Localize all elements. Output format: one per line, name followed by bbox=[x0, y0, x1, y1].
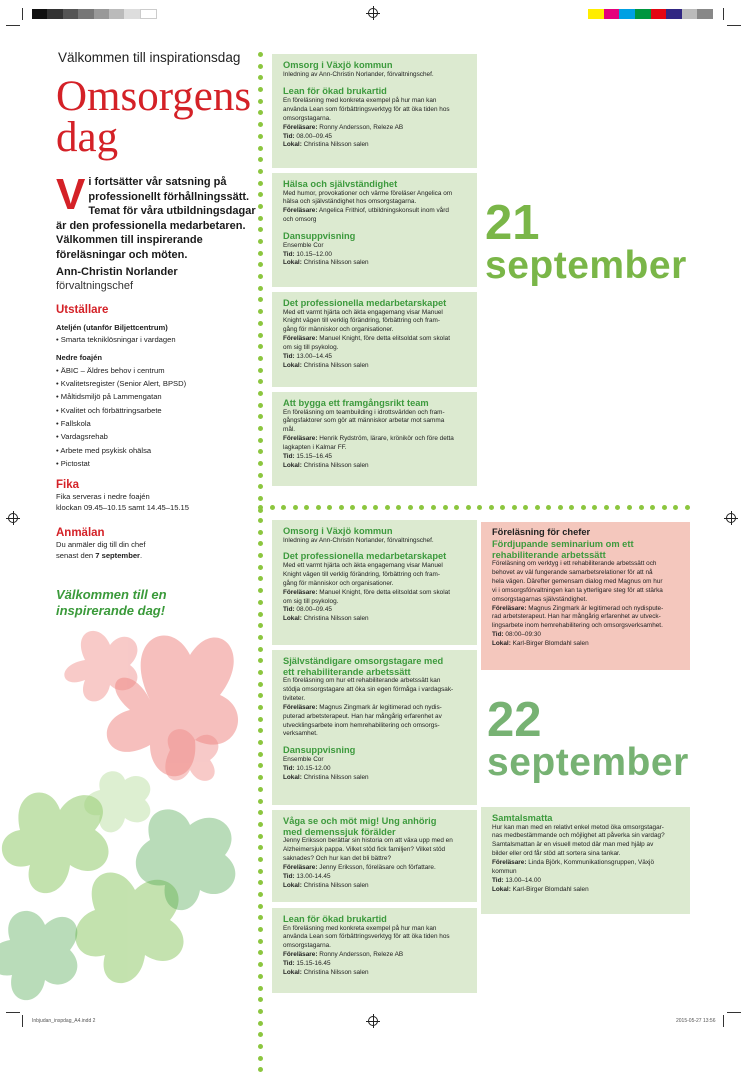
date-day1-month: september bbox=[485, 244, 687, 287]
crop-mark bbox=[723, 1015, 724, 1027]
exhibitors-section bbox=[56, 304, 256, 470]
signup-deadline: 7 september bbox=[95, 550, 141, 560]
title-line-2: dag bbox=[56, 114, 119, 161]
date-day2 bbox=[487, 693, 689, 784]
exhibitor-item: • ÄBIC – Äldres behov i centrum bbox=[56, 365, 165, 375]
signup-line: senast den 7 september. bbox=[56, 550, 143, 560]
exhibitor-item: • Kvalitet och förbättringsarbete bbox=[56, 405, 162, 415]
session-title: Fördjupande seminarium om ett bbox=[492, 539, 634, 549]
session-title: Dansuppvisning bbox=[283, 231, 356, 242]
session-box: Självständigare omsorgstagare med ett rehabiliterande arbetssätt En föreläsning om hur ett rehabiliterande arbetssätt kan stödja omsorgstagare att öka sin egen förmåga i vardagsak- tiviteter. Föreläsare: Magnus Zingmark är legitimerad och nydis- puterad arbetsterapeut. Han har mångårig erfarenhet av utvecklingsarbete inom hemrehabilitering och omsorgs- verksamhet. Dansuppvisning Ensemble Cor Tid: 10.15-12.00 Lokal: Christina Nilsson salen bbox=[272, 650, 477, 805]
session-box: Våga se och möt mig! Ung anhörig med demenssjuk förälder Jenny Eriksson berättar sin historia om att växa upp med en Alzheimersjuk pappa. Vilket stöd fick familjen? Vilket stöd saknades? Och hur kan det bli bättre? Föreläsare: Jenny Eriksson, föreläsare och författare. Tid: 13.00-14.45 Lokal: Christina Nilsson salen bbox=[272, 810, 477, 902]
title-line-1: Omsorgens bbox=[56, 73, 252, 120]
crop-mark bbox=[723, 8, 724, 20]
session-title: Dansuppvisning bbox=[283, 745, 356, 756]
date-day2-number: 22 bbox=[487, 693, 542, 747]
session-title: Samtalsmatta bbox=[492, 813, 553, 823]
crop-mark bbox=[727, 1012, 741, 1013]
exhibitor-item: • Pictostat bbox=[56, 458, 90, 468]
fika-line: klockan 09.45–10.15 samt 14.45–15.15 bbox=[56, 502, 189, 512]
session-box: Att bygga ett framgångsrikt team En föreläsning om teambuilding i idrottsvärlden och fram- gångsfaktorer som gör att människor arbetar mot samma mål. Föreläsare: Henrik Rydström, lärare, krönikör och före detta lagkapten i Kalmar FF. Tid: 15.15–16.45 Lokal: Christina Nilsson salen bbox=[272, 392, 477, 486]
session-box: Omsorg i Växjö kommun Inledning av Ann-Christin Norlander, förvaltningschef. Lean för ökad brukartid En föreläsning med konkreta exempel på hur man kan använda Lean som förbättringsverktyg för att öka tiden hos omsorgstagarna. Föreläsare: Ronny Andersson, Releze AB Tid: 08.00–09.45 Lokal: Christina Nilsson salen bbox=[272, 54, 477, 168]
intro-line: Välkommen till inspirationsdag bbox=[58, 50, 241, 65]
signup-line: Du anmäler dig till din chef bbox=[56, 540, 146, 549]
welcome-message: Välkommen till en inspirerande dag! bbox=[56, 587, 167, 618]
color-bar-process bbox=[588, 9, 713, 19]
signature-name: Ann-Christin Norlander bbox=[56, 266, 178, 278]
session-title: Lean för ökad brukartid bbox=[283, 914, 387, 924]
crop-mark bbox=[22, 1015, 23, 1027]
fika-section bbox=[56, 479, 256, 513]
registration-mark-bottom bbox=[368, 1016, 378, 1026]
session-title: Hälsa och självständighet bbox=[283, 179, 398, 189]
crop-mark bbox=[22, 8, 23, 20]
crop-mark bbox=[727, 25, 741, 26]
lead-paragraph bbox=[56, 170, 256, 263]
session-box: Lean för ökad brukartid En föreläsning med konkreta exempel på hur man kan använda Lean som förbättringsverktyg för att öka tiden hos omsorgstagarna. Föreläsare: Ronny Andersson, Releze AB Tid: 15.15-16.45 Lokal: Christina Nilsson salen bbox=[272, 908, 477, 993]
file-slug: Inbjudan_inspdag_A4.indd 2 bbox=[32, 1018, 96, 1024]
lead-text: i fortsätter vår satsning på professionellt förhållningssätt. Temat för våra utbildningsdagar är den professionella medarbetaren. Välkommen till inspirerande föreläsningar och möten. bbox=[56, 176, 256, 261]
date-day2-month: september bbox=[487, 741, 689, 784]
flower-decoration bbox=[0, 620, 258, 1015]
signup-heading: Anmälan bbox=[56, 527, 105, 539]
exhibitor-item: • Fallskola bbox=[56, 418, 91, 428]
exhibitor-item: • Vardagsrehab bbox=[56, 432, 108, 442]
session-title: Självständigare omsorgstagare med bbox=[283, 656, 444, 666]
exhibitor-item: • Smarta tekniklösningar i vardagen bbox=[56, 334, 176, 344]
fika-heading: Fika bbox=[56, 479, 80, 491]
manager-session-heading: Föreläsning för chefer bbox=[492, 527, 591, 537]
registration-mark-left bbox=[8, 513, 18, 523]
exhibitor-item: • Arbete med psykisk ohälsa bbox=[56, 445, 152, 455]
session-title: Lean för ökad brukartid bbox=[283, 86, 387, 97]
exhibitor-group-title: Ateljén (utanför Biljettcentrum) bbox=[56, 323, 168, 332]
drop-cap: V bbox=[56, 170, 86, 219]
manager-session-box: Föreläsning för chefer Fördjupande seminarium om ett rehabiliterande arbetssätt Föreläsning om verktyg i ett rehabiliterande arbetssätt och behovet av väl fungerande samarbetsrelationer för att nå hela vägen. Därefter gemensam dialog med Magnus om hur vi i omsorgsförvaltningen kan ta ytterligare steg för att stärka omsorgstagarnas självständighet. Föreläsare: Magnus Zingmark är legitimerad och nydispute- rad arbetsterapeut. Han har mångårig erfarenhet av utveck- lingsarbete inom hemrehabilitering och omsorgsverksamhet. Tid: 08:00–09:30 Lokal: Karl-Birger Blomdahl salen bbox=[481, 522, 690, 670]
dotted-guide-day1 bbox=[258, 52, 264, 520]
exhibitor-item: • Måltidsmiljö på Lammengatan bbox=[56, 392, 162, 402]
dotted-divider bbox=[258, 505, 690, 510]
session-title: Omsorg i Växjö kommun bbox=[283, 526, 393, 536]
date-day1-number: 21 bbox=[485, 196, 540, 250]
signup-section bbox=[56, 527, 256, 561]
session-box: Omsorg i Växjö kommun Inledning av Ann-Christin Norlander, förvaltningschef. Det professionella medarbetarskapet Med ett varmt hjärta och äkta engagemang visar Manuel Knight vägen till verklig förändring, förbättring och fram- gång för människor och organisationer. Föreläsare: Manuel Knight, före detta elitsoldat som skolat om sig till psykolog. Tid: 08.00–09.45 Lokal: Christina Nilsson salen bbox=[272, 520, 477, 645]
session-box: Hälsa och självständighet Med humor, provokationer och värme föreläser Angelica om hälsa och självständighet hos omsorgstagarna. Föreläsare: Angelica Frithiof, utbildningskonsult inom vård och omsorg Dansuppvisning Ensemble Cor Tid: 10.15–12.00 Lokal: Christina Nilsson salen bbox=[272, 173, 477, 287]
color-bar-grey bbox=[32, 9, 157, 19]
session-box: Samtalsmatta Hur kan man med en relativt enkel metod öka omsorgstagar- nas medbestämmande och möjlighet att påverka sin vardag? Samtalsmattan är en visuell metod där man med hjälp av bilder eller ord får stöd att sortera sina tankar. Föreläsare: Linda Björk, Kommunikationsgruppen, Växjö kommun Tid: 13.00–14.00 Lokal: Karl-Birger Blomdahl salen bbox=[481, 807, 690, 914]
session-title: Att bygga ett framgångsrikt team bbox=[283, 398, 429, 408]
crop-mark bbox=[6, 25, 20, 26]
session-box: Det professionella medarbetarskapet Med ett varmt hjärta och äkta engagemang visar Manuel Knight vägen till verklig förändring, förbättring och fram- gång för människor och organisationer. Föreläsare: Manuel Knight, före detta elitsoldat som skolat om sig till psykolog. Tid: 13.00–14.45 Lokal: Christina Nilsson salen bbox=[272, 292, 477, 387]
fika-line: Fika serveras i nedre foajén bbox=[56, 492, 150, 501]
print-stamp: 2015-05-27 13:56 bbox=[676, 1018, 716, 1024]
session-title: Omsorg i Växjö kommun bbox=[283, 60, 393, 70]
session-title: Det professionella medarbetarskapet bbox=[283, 551, 447, 562]
exhibitor-item: • Kvalitetsregister (Senior Alert, BPSD) bbox=[56, 379, 187, 389]
registration-mark-right bbox=[726, 513, 736, 523]
dotted-guide-day2 bbox=[258, 518, 264, 1079]
session-title: Våga se och möt mig! Ung anhörig bbox=[283, 816, 437, 826]
session-title: Det professionella medarbetarskapet bbox=[283, 298, 447, 308]
registration-mark-top bbox=[368, 8, 378, 18]
page-title bbox=[56, 73, 252, 161]
exhibitor-group-title: Nedre foajén bbox=[56, 353, 102, 363]
exhibitors-heading: Utställare bbox=[56, 304, 109, 316]
date-day1 bbox=[485, 196, 687, 287]
signature-role: förvaltningschef bbox=[56, 280, 134, 292]
